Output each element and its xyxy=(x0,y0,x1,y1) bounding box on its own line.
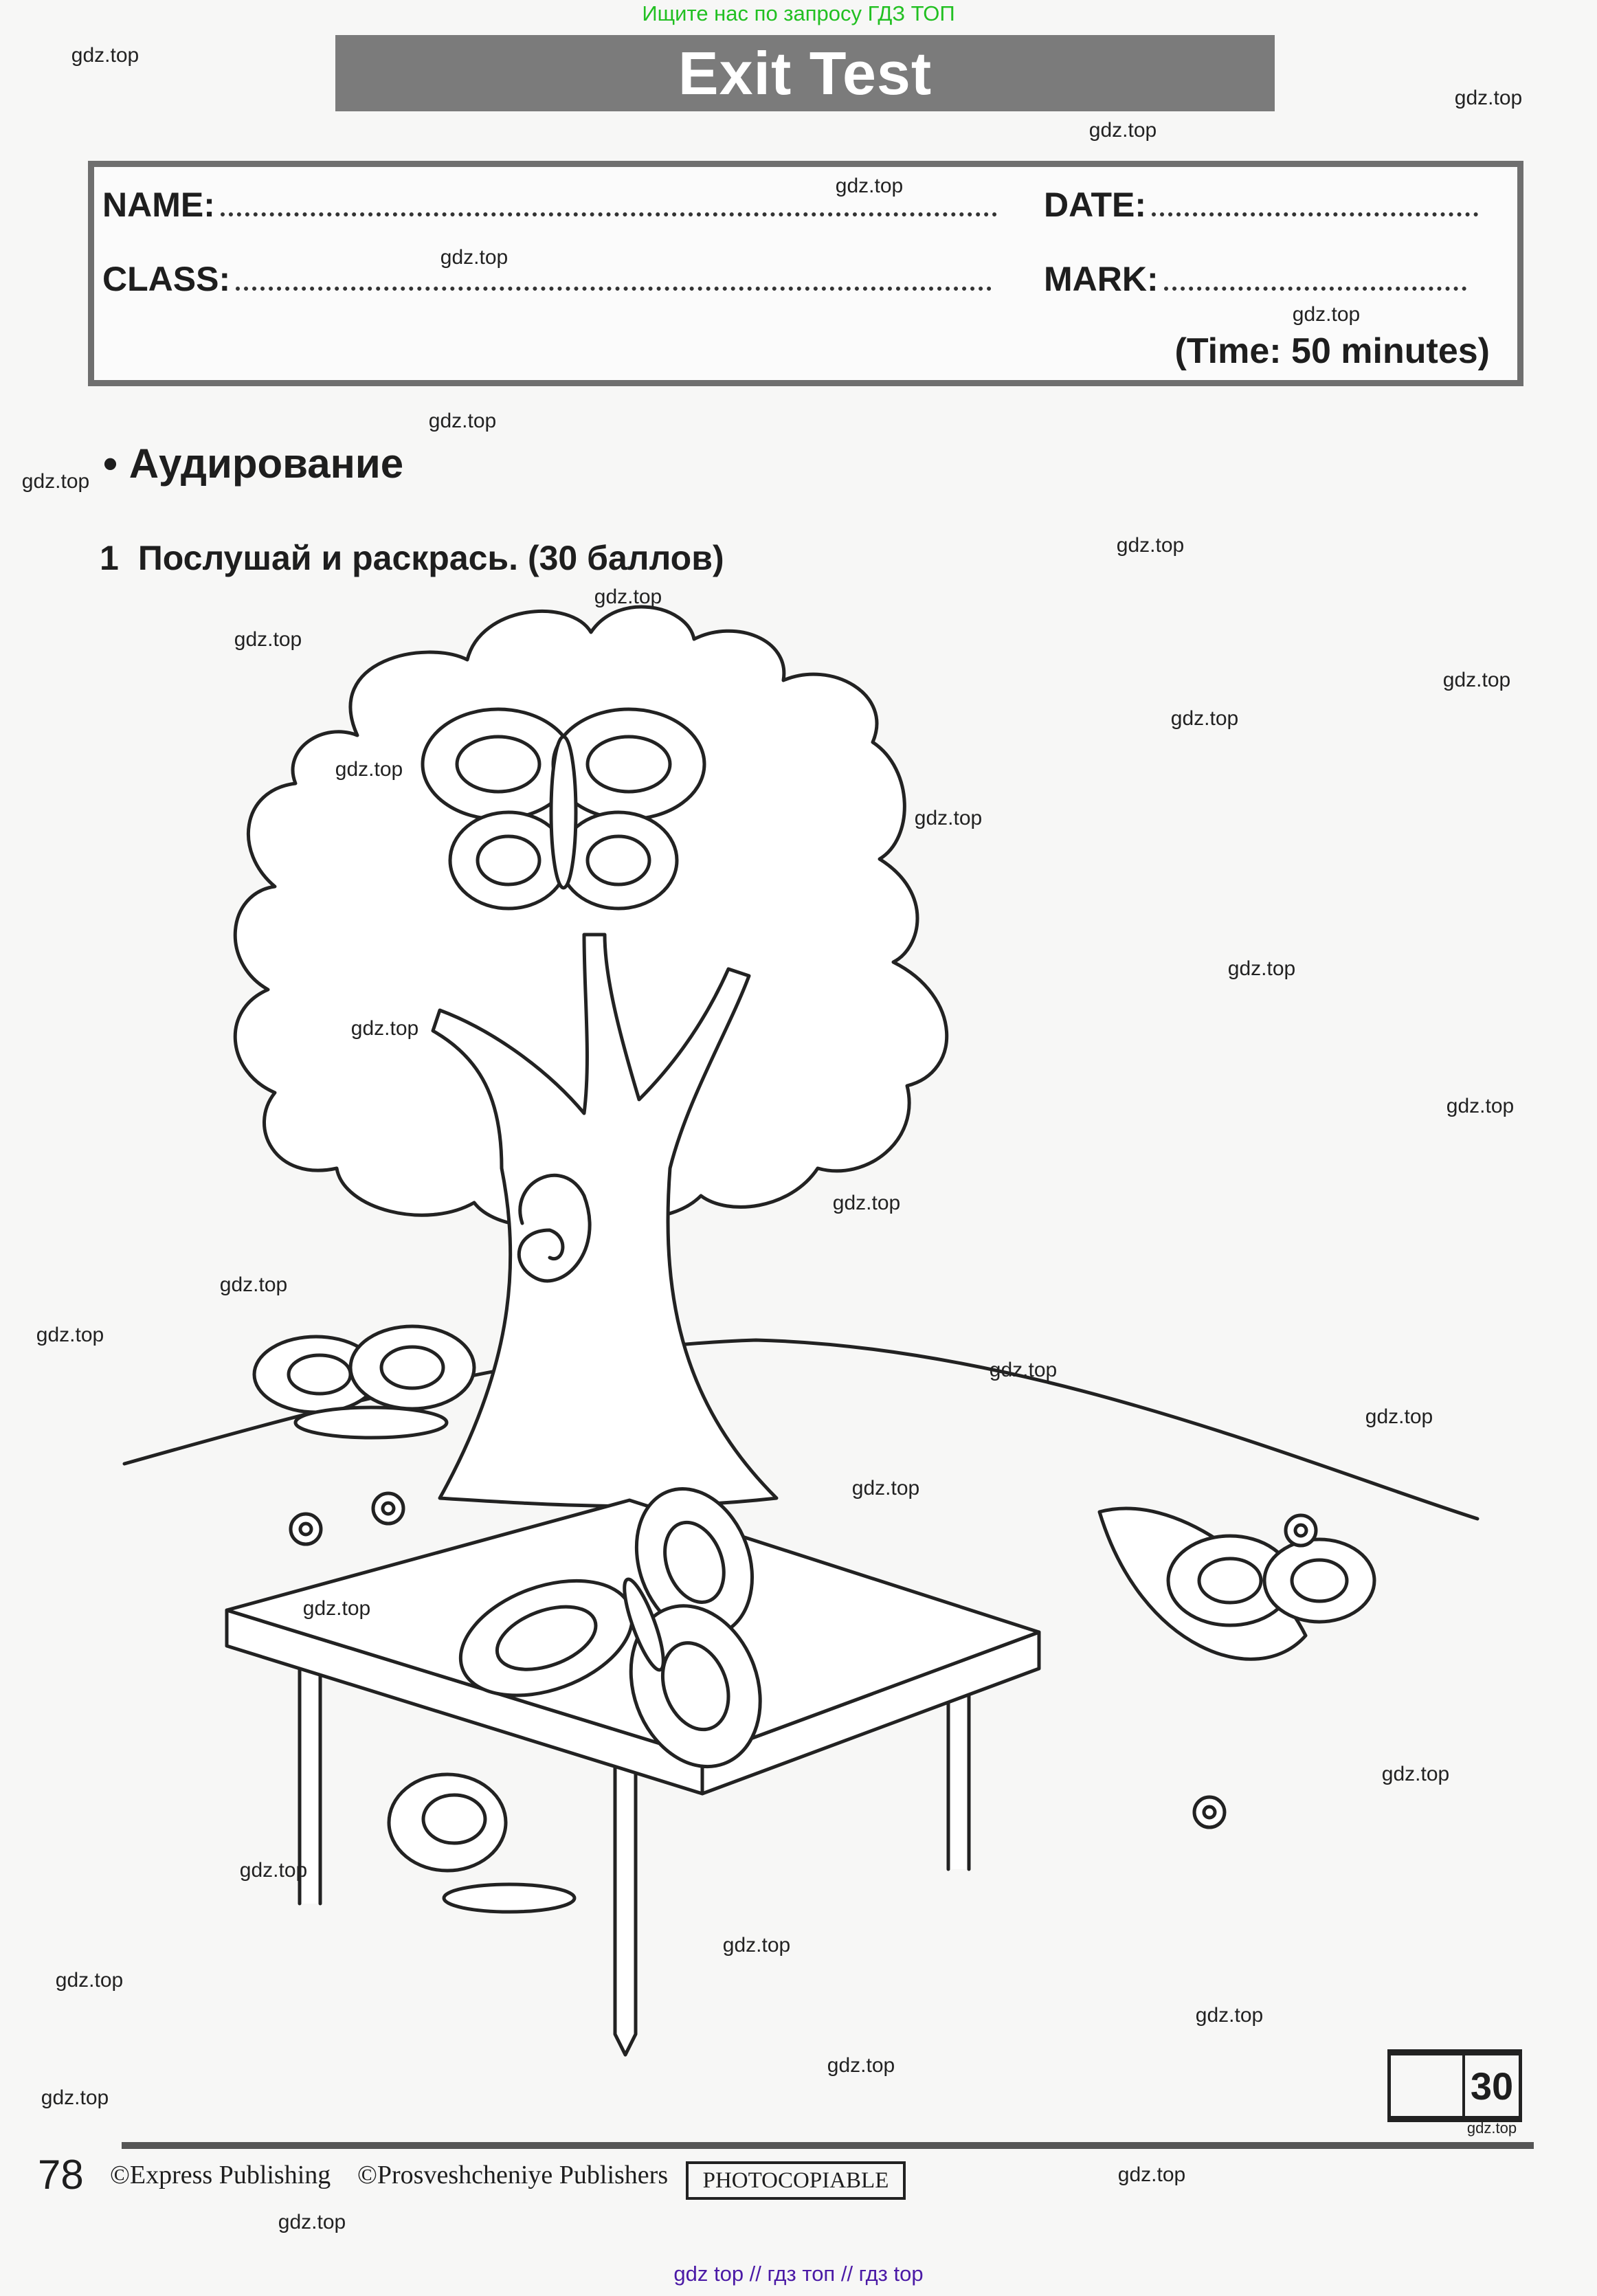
butterfly-under-table xyxy=(389,1774,574,1912)
class-label: CLASS: xyxy=(102,260,231,298)
watermark: gdz.top xyxy=(1292,303,1361,326)
flower xyxy=(1286,1515,1316,1546)
watermark: gdz.top xyxy=(219,1273,288,1296)
watermark: gdz.top xyxy=(832,1192,901,1214)
illustration-shape xyxy=(1295,1525,1306,1536)
date-label: DATE: xyxy=(1044,186,1147,224)
watermark: gdz.top xyxy=(1446,1095,1515,1117)
watermark: gdz.top xyxy=(36,1324,104,1346)
watermark: gdz.top xyxy=(835,175,904,197)
watermark: gdz.top xyxy=(827,2054,895,2077)
flower xyxy=(373,1493,403,1524)
illustration-shape xyxy=(444,1884,574,1912)
illustration-shape xyxy=(300,1524,311,1535)
watermark: gdz.top xyxy=(851,1477,920,1500)
promo-banner-text[interactable]: Ищите нас по запросу ГДЗ ТОП xyxy=(642,1,955,25)
illustration-shape xyxy=(423,1795,485,1843)
bullet: • xyxy=(103,441,118,487)
bottom-promo-links[interactable]: gdz top // гдз топ // гдз top xyxy=(673,2262,924,2286)
illustration-shape xyxy=(551,737,576,888)
illustration-shape xyxy=(588,836,649,884)
watermark: gdz.top xyxy=(989,1359,1058,1381)
illustration-shape xyxy=(478,836,539,884)
task-text: Послушай и раскрась. (30 баллов) xyxy=(137,539,724,577)
illustration-shape xyxy=(381,1347,443,1388)
watermark: gdz.top xyxy=(1442,669,1511,691)
flower xyxy=(291,1514,321,1544)
watermark: gdz.top xyxy=(1088,119,1157,142)
time-limit: (Time: 50 minutes) xyxy=(1174,331,1490,371)
illustration-shape xyxy=(289,1355,350,1394)
publisher-prosveshcheniye: ©Prosveshcheniye Publishers xyxy=(357,2161,669,2189)
illustration-shape xyxy=(295,1407,447,1438)
watermark: gdz.top xyxy=(1170,707,1239,730)
section-title: Аудирование xyxy=(129,441,404,487)
watermark: gdz.top xyxy=(914,807,983,829)
page-title: Exit Test xyxy=(678,38,932,107)
page-number: 78 xyxy=(38,2152,84,2198)
watermark: gdz.top xyxy=(55,1969,124,1992)
watermark: gdz.top xyxy=(1227,957,1296,980)
watermark: gdz.top xyxy=(1117,2163,1186,2186)
butterfly-right xyxy=(1099,1508,1374,1659)
illustration-shape xyxy=(615,1759,636,2055)
illustration-shape xyxy=(1199,1559,1261,1603)
watermark: gdz.top xyxy=(1466,2119,1517,2137)
watermark: gdz.top xyxy=(1454,87,1523,109)
watermark: gdz.top xyxy=(722,1934,791,1957)
watermark: gdz.top xyxy=(1195,2004,1264,2027)
watermark: gdz.top xyxy=(21,470,90,493)
name-label: NAME: xyxy=(102,186,215,224)
illustration-shape xyxy=(588,737,670,792)
watermark: gdz.top xyxy=(335,758,403,781)
watermark: gdz.top xyxy=(302,1597,371,1620)
butterfly-in-tree xyxy=(423,709,704,909)
watermark: gdz.top xyxy=(239,1859,308,1882)
max-points: 30 xyxy=(1470,2064,1514,2108)
watermark: gdz.top xyxy=(1381,1763,1450,1785)
flower xyxy=(1194,1797,1225,1827)
illustration-shape xyxy=(457,737,539,792)
mark-label: MARK: xyxy=(1044,260,1159,298)
score-box xyxy=(1387,2049,1522,2122)
watermark: gdz.top xyxy=(71,44,139,67)
watermark: gdz.top xyxy=(350,1017,419,1040)
publisher-express: ©Express Publishing xyxy=(110,2161,331,2189)
butterfly-left xyxy=(254,1326,474,1438)
watermark: gdz.top xyxy=(428,410,497,432)
watermark: gdz.top xyxy=(594,586,662,608)
score-input-cell[interactable] xyxy=(1391,2055,1465,2116)
illustration-shape xyxy=(1204,1807,1215,1818)
footer-divider xyxy=(122,2142,1534,2149)
watermark: gdz.top xyxy=(440,246,509,269)
watermark: gdz.top xyxy=(278,2211,346,2233)
watermark: gdz.top xyxy=(1365,1405,1433,1428)
watermark: gdz.top xyxy=(1116,534,1185,557)
watermark: gdz.top xyxy=(41,2086,109,2109)
illustration-shape xyxy=(383,1503,394,1514)
watermark: gdz.top xyxy=(234,628,302,651)
photocopiable-badge: PHOTOCOPIABLE xyxy=(686,2161,906,2200)
illustration-shape xyxy=(948,1677,969,1869)
illustration-shape xyxy=(1292,1560,1347,1601)
task-number: 1 xyxy=(100,539,119,577)
